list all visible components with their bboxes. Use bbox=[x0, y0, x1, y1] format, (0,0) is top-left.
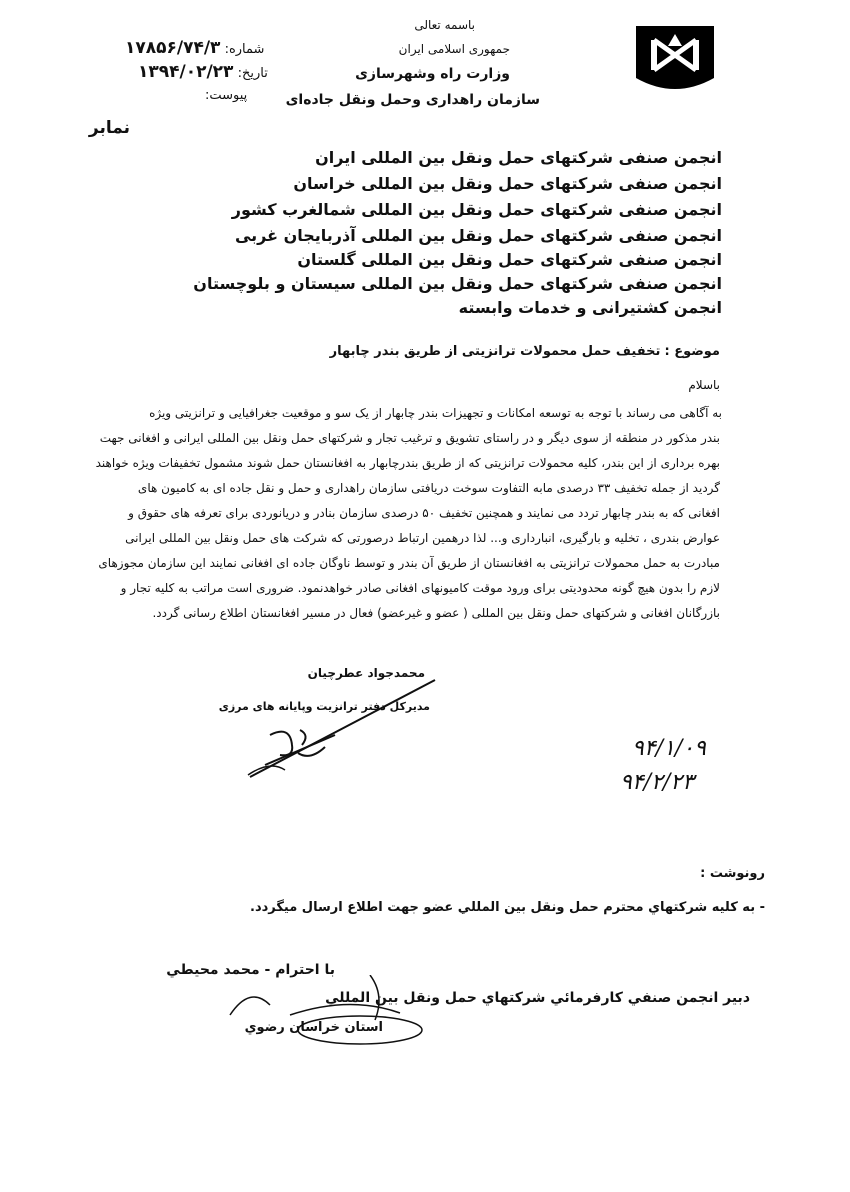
letter-number bbox=[125, 38, 264, 58]
cc-line: - به کلیه شرکتهاي محترم حمل ونقل بین المللي عضو جهت اطلاع ارسال میگردد. bbox=[250, 900, 765, 915]
signature-scribble bbox=[240, 665, 440, 790]
handwritten-date-2: ۹۴/۲/۲۳ bbox=[620, 770, 694, 795]
invocation: باسمه تعالی bbox=[414, 18, 475, 32]
recipient-7: انجمن کشتیرانی و خدمات وابسته bbox=[458, 298, 722, 317]
body-line-3: بهره برداری از این بندر، کلیه محمولات ترانزیتی که از طریق بندرچابهار به افغانستان حمل شوند مشمول تخفیفات ویژه خواهند bbox=[95, 456, 720, 470]
cc-label: رونوشت : bbox=[700, 866, 765, 881]
body-line-6: عوارض بندری ، تخلیه و بارگیری، انبارداری و... لذا درهمین ارتباط درصورتی که شرکت های حمل ونقل بین المللی ایرانی bbox=[125, 531, 720, 545]
attachment bbox=[205, 88, 247, 103]
recipient-1: انجمن صنفی شرکتهای حمل ونقل بین المللی ایران bbox=[315, 148, 722, 167]
document-type: نمابر bbox=[88, 118, 130, 138]
recipient-6: انجمن صنفی شرکتهای حمل ونقل بین المللی سیستان و بلوچستان bbox=[193, 274, 722, 293]
country-name: جمهوری اسلامی ایران bbox=[398, 42, 510, 56]
body-line-5: افغانی که به بندر چابهار تردد می نمایند و همچنین تخفیف ۵۰ درصدی سازمان بنادر و دریانوردی برای تعرفه های حقوق و bbox=[128, 506, 720, 520]
closing-title: دبیر انجمن صنفي کارفرمائي شرکتهاي حمل ونقل بین المللي bbox=[325, 990, 750, 1006]
letter-date bbox=[138, 62, 268, 82]
recipient-5: انجمن صنفی شرکتهای حمل ونقل بین المللی گلستان bbox=[297, 250, 722, 269]
recipient-2: انجمن صنفی شرکتهای حمل ونقل بین المللی خراسان bbox=[293, 174, 722, 193]
number-label: شماره: bbox=[224, 42, 265, 57]
number-value: ۱۷۸۵۶/۷۴/۳ bbox=[125, 38, 221, 58]
closing-regards: با احترام - محمد محیطي bbox=[166, 962, 335, 978]
ministry-name: وزارت راه وشهرسازی bbox=[355, 66, 510, 82]
greeting: باسلام bbox=[688, 378, 720, 392]
recipient-3: انجمن صنفی شرکتهای حمل ونقل بین المللی شمالغرب کشور bbox=[231, 200, 722, 219]
handwritten-date-1: ۹۴/۱/۰۹ bbox=[632, 736, 706, 761]
signatory-title: مدیرکل دفتر ترانزیت وپایانه های مرزی bbox=[218, 700, 430, 713]
body-line-9: بازرگانان افغانی و شرکتهای حمل ونقل بین المللی ( عضو و غیرعضو) فعال در مسیر افغانستان اطلاع رسانی گردد. bbox=[152, 606, 720, 620]
stamp-text: استان خراسان رضوي bbox=[244, 1020, 383, 1035]
attachment-label: پیوست: bbox=[205, 88, 248, 103]
stamp-signature bbox=[170, 975, 430, 1055]
organization-name: سازمان راهداری وحمل ونقل جاده‌ای bbox=[285, 92, 540, 108]
date-value: ۱۳۹۴/۰۲/۲۳ bbox=[138, 62, 234, 82]
recipient-4: انجمن صنفی شرکتهای حمل ونقل بین المللی آذربایجان غربی bbox=[234, 226, 722, 245]
body-line-2: بندر مذکور در منطقه از سوی دیگر و در راستای تشویق و ترغیب تجار و شرکتهای حمل ونقل بین المللی ایرانی و افغانی جهت bbox=[99, 431, 720, 445]
body-line-8: لازم را بدون هیچ گونه محدودیتی برای ورود موقت کامیونهای افغانی صادر خواهدنمود. ضروری است مراتب به کلیه تجار و bbox=[120, 581, 720, 595]
subject-text: تخفیف حمل محمولات ترانزیتی از طریق بندر چابهار bbox=[329, 344, 661, 359]
organization-logo bbox=[632, 18, 718, 98]
body-line-1: به آگاهی می رساند با توجه به توسعه امکانات و تجهیزات بندر چابهار از یک سو و موقعیت جغرافیایی و ترانزیتی ویژه bbox=[149, 406, 722, 420]
date-label: تاریخ: bbox=[237, 66, 268, 81]
signatory-name: محمدجواد عطرچیان bbox=[307, 666, 425, 680]
body-line-7: مبادرت به حمل محمولات ترانزیتی به افغانستان از طریق آن بندر و توسط ناوگان جاده ای افغانی نمایند این سازمان مجوزهای bbox=[98, 556, 720, 570]
body-line-4: گردید از جمله تخفیف ۳۳ درصدی مابه التفاوت سوخت دریافتی سازمان راهداری و حمل و نقل جاده ای به کامیون های bbox=[137, 481, 720, 495]
subject-label: موضوع : bbox=[664, 344, 720, 359]
subject-line bbox=[330, 344, 720, 359]
